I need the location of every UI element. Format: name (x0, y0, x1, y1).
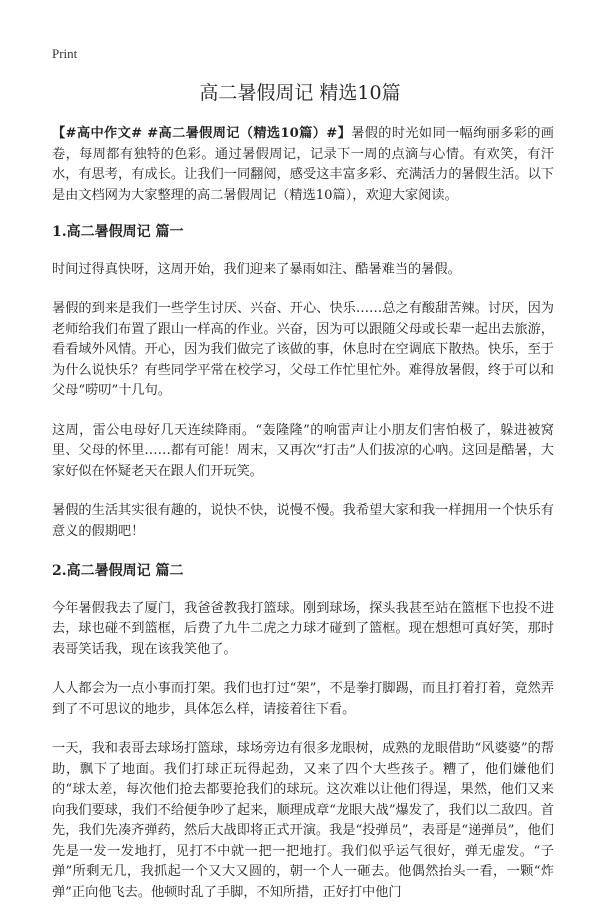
intro-paragraph (52, 124, 554, 206)
section1-paragraph-2: 暑假的到来是我们一些学生讨厌、兴奋、开心、快乐……总之有酸甜苦辣。讨厌，因为老师给我们布置了跟山一样高的作业。兴奋，因为可以跟随父母或长辈一起出去旅游，看看域外风情。开心，因为我们做完了该做的事，休息时在空调底下散热。快乐，至于为什么说快乐？有些同学平常在校学习，父母工作忙里忙外。难得放暑假，终于可以和父母“唠叨”十几句。 (52, 301, 554, 398)
section-heading-2: 2.高二暑假周记 篇二 (52, 563, 184, 579)
section-heading-1: 1.高二暑假周记 篇一 (52, 224, 184, 240)
section2-paragraph-3: 一天，我和表哥去球场打篮球，球场旁边有很多龙眼树，成熟的龙眼借助“风婆婆”的帮助，飘下了地面。我们打球正玩得起劲，又来了四个大些孩子。糟了，他们嫌他们的“球太差，每次他们抢去都要抢我们的球玩。这次难以让他们得逞，果然，他们又来向我们要球，我们不给便争吵了起来，顺理成章“龙眼大战”爆发了，我们以二敌四。首先，我们先凑齐弹药，然后大战即将正式开演。我是“投弹员”，表哥是“递弹员”，他们先是一发一发地打，见打不中就一把一把地打。我们似乎运气很好，弹无虚发。“子弹”所剩无几，我抓起一个又大又圆的，朝一个人一砸去。他偶然抬头一看，一颗“炸弹”正向他飞去。他顿时乱了手脚，不知所措，正好打中他门 (52, 741, 554, 900)
page-title: 高二暑假周记 精选10篇 (199, 82, 401, 104)
intro-tags: 【#高中作文# #高二暑假周记（精选10篇）#】 (52, 126, 352, 141)
section1-paragraph-3: 这周，雷公电母好几天连续降雨。“轰隆隆”的响雷声让小朋友们害怕极了，躲进被窝里、父母的怀里……都有可能！周末，又再次“打击”人们拔凉的心吶。这回是酷暑，大家好似在怀疑老天在跟人们开玩笑。 (52, 422, 554, 479)
section2-paragraph-2: 人人都会为一点小事而打架。我们也打过“架”，不是拳打脚踢，而且打着打着，竟然弄到了不可思议的地步，具体怎么样，请接着往下看。 (52, 681, 554, 717)
print-label: Print (52, 46, 78, 61)
section2-paragraph-1: 今年暑假我去了厦门，我爸爸教我打篮球。刚到球场，探头我甚至站在篮框下也投不进去，球也碰不到篮框，后费了九牛二虎之力球才碰到了篮框。现在想想可真好笑，那时表哥笑话我，现在该我笑他了。 (52, 600, 554, 657)
intro-text: 暑假的时光如同一幅绚丽多彩的画卷，每周都有独特的色彩。通过暑假周记，记录下一周的点滴与心情。有欢笑，有汗水，有思考，有成长。让我们一同翻阅，感受这丰富多彩、充满活力的暑假生活。以下是由文档网为大家整理的高二暑假周记（精选10篇），欢迎大家阅读。 (52, 126, 554, 203)
section1-paragraph-4: 暑假的生活其实很有趣的，说快不快，说慢不慢。我希望大家和我一样拥用一个快乐有意义的假期吧！ (52, 503, 554, 539)
article-body (52, 124, 554, 922)
section1-paragraph-1: 时间过得真快呀，这周开始，我们迎来了暴雨如注、酷暑难当的暑假。 (52, 261, 461, 277)
